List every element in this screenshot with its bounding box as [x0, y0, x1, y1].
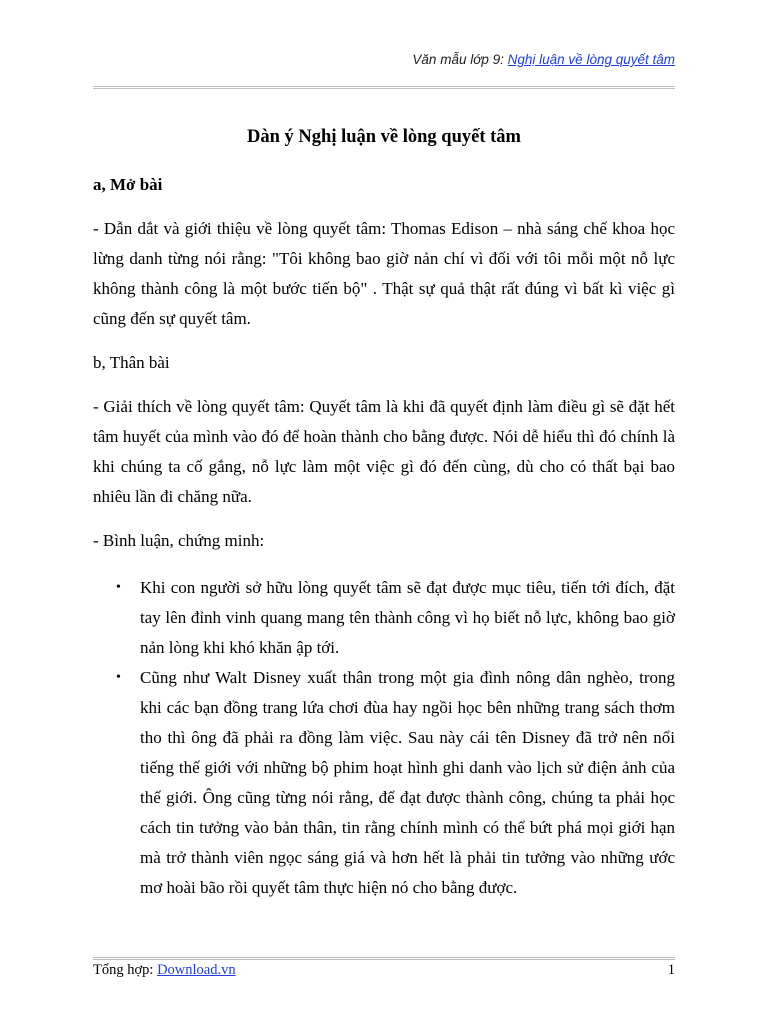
page-number: 1 — [667, 962, 675, 978]
list-item-text: Cũng như Walt Disney xuất thân trong một gia đình nông dân nghèo, trong khi các bạn đồng trang lứa chơi đùa hay ngồi học bên những trang sách thơm tho thì ông đã phải ra đồng làm việc. Sau này cái tên Disney đã trở nên nổi tiếng thế giới với những bộ phim hoạt hình ghi danh vào lịch sử điện ảnh của thế giới. Ông cũng từng nói rằng, để đạt được thành công, chúng ta phải học cách tin tưởng vào bản thân, tin rằng chính mình có thể bứt phá mọi giới hạn mà trở thành viên ngọc sáng giá và hơn hết là phải tin tưởng vào những ước mơ hoài bão rồi quyết tâm thực hiện nó cho bằng được. — [140, 668, 675, 897]
intro-paragraph: - Dẫn dắt và giới thiệu về lòng quyết tâm: Thomas Edison – nhà sáng chế khoa học lừng danh từng nói rằng: "Tôi không bao giờ nản chí vì đối với tôi mỗi một nỗ lực không thành công là một bước tiến bộ" . Thật sự quả thật rất đúng vì bất kì việc gì cũng đến sự quyết tâm. — [93, 219, 675, 328]
footer-source — [93, 962, 236, 979]
list-item-text: Khi con người sở hữu lòng quyết tâm sẽ đạt được mục tiêu, tiến tới đích, đặt tay lên đỉnh vinh quang mang tên thành công vì họ biết nỗ lực, không bao giờ nản lòng khi khó khăn ập tới. — [140, 578, 675, 657]
page-header — [93, 52, 675, 67]
document-body — [93, 122, 675, 903]
page-footer — [93, 962, 675, 979]
header-link[interactable]: Nghị luận về lòng quyết tâm — [507, 52, 675, 67]
header-prefix: Văn mẫu lớp 9: — [412, 52, 508, 67]
document-title: Dàn ý Nghị luận về lòng quyết tâm — [247, 127, 521, 147]
section-heading-a: a, Mở bài — [93, 175, 163, 194]
bullet-icon: • — [116, 670, 121, 685]
explain-paragraph: - Giải thích về lòng quyết tâm: Quyết tâm là khi đã quyết định làm điều gì sẽ đặt hết tâm huyết của mình vào đó để hoàn thành cho bằng được. Nói dễ hiểu thì đó chính là khi chúng ta cố gắng, nỗ lực làm một việc gì đó đến cùng, dù cho có thất bại bao nhiêu lần đi chăng nữa. — [93, 397, 675, 506]
footer-prefix: Tổng hợp: — [93, 962, 158, 978]
section-heading-b: b, Thân bài — [93, 353, 170, 372]
bullet-icon: • — [116, 580, 121, 595]
list-item — [93, 573, 675, 663]
footer-link[interactable]: Download.vn — [157, 962, 236, 978]
footer-divider — [93, 957, 675, 961]
list-item — [93, 663, 675, 903]
header-divider — [93, 86, 675, 90]
bullet-list — [93, 573, 675, 903]
comment-paragraph: - Bình luận, chứng minh: — [93, 531, 265, 550]
